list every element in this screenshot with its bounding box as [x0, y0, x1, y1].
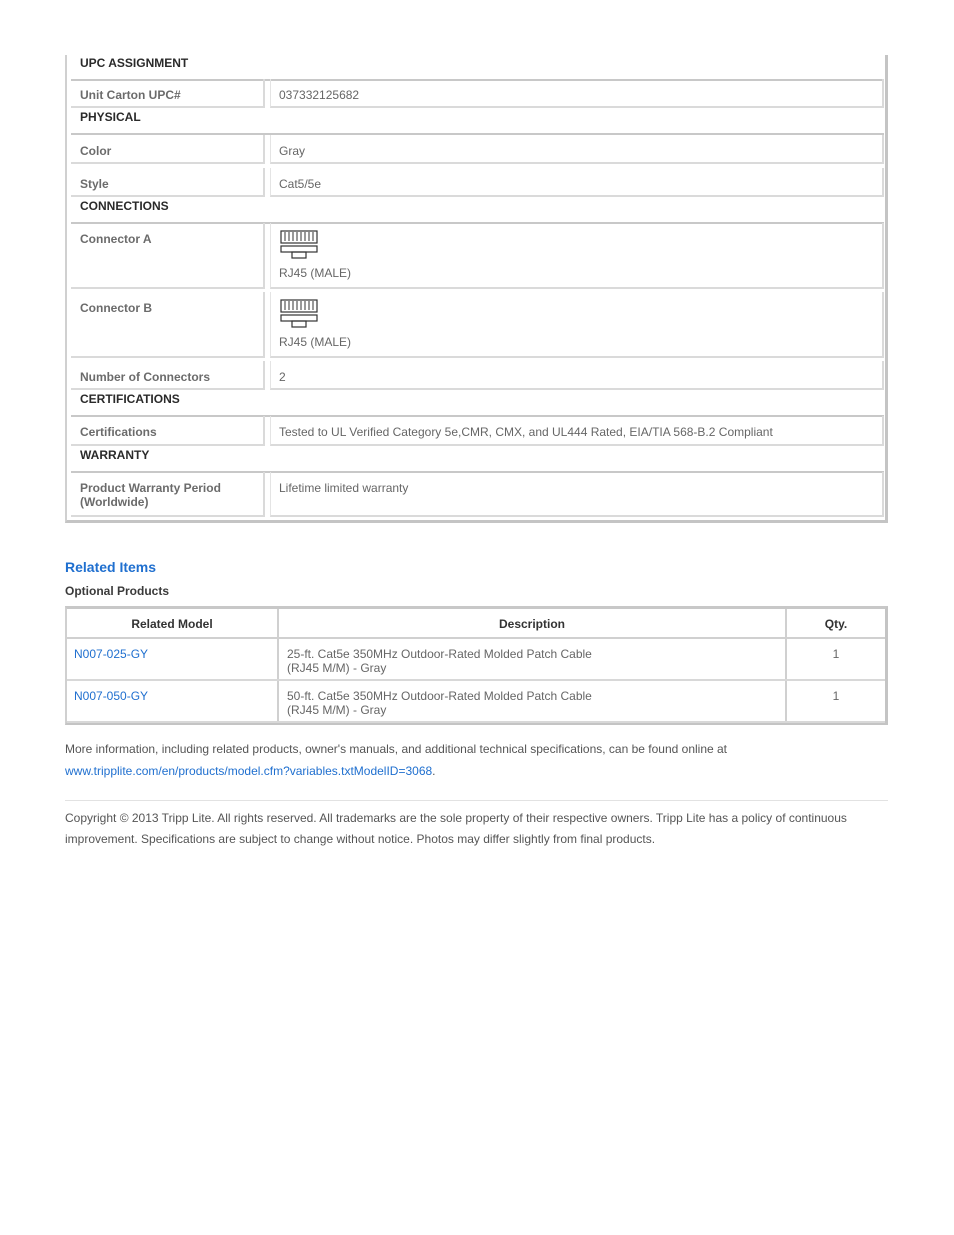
description-line: 50-ft. Cat5e 350MHz Outdoor-Rated Molded Patch Cable — [287, 689, 592, 703]
spec-label: Connector A — [71, 223, 265, 289]
spec-label: Style — [71, 168, 265, 197]
column-header-model: Related Model — [67, 609, 279, 639]
related-items-heading: Related Items — [65, 559, 157, 575]
spec-value: Gray — [270, 135, 884, 164]
rj45-connector-icon — [279, 298, 321, 332]
table-row — [67, 639, 885, 681]
more-info-paragraph — [65, 738, 888, 782]
section-title: CERTIFICATIONS — [80, 392, 180, 406]
related-qty: 1 — [832, 689, 840, 703]
table-header — [67, 609, 885, 639]
rj45-connector-icon — [279, 229, 321, 263]
related-description — [279, 639, 787, 679]
more-info-link-line — [65, 760, 888, 782]
optional-products-heading: Optional Products — [65, 584, 170, 598]
connector-type: RJ45 (MALE) — [279, 335, 352, 349]
section-header-warranty — [71, 447, 884, 473]
spec-value: 2 — [270, 361, 884, 390]
spec-row-connector-b — [71, 292, 884, 358]
column-header-description: Description — [279, 609, 787, 639]
spec-value — [270, 292, 884, 358]
more-info-suffix: . — [432, 764, 436, 778]
spec-label: Unit Carton UPC# — [71, 79, 265, 108]
description-line: (RJ45 M/M) - Gray — [287, 703, 387, 717]
section-header-connections — [71, 198, 884, 224]
description-line: 25-ft. Cat5e 350MHz Outdoor-Rated Molded Patch Cable — [287, 647, 592, 661]
spec-label: Color — [71, 135, 265, 164]
spec-row-warranty — [71, 472, 884, 517]
spec-row-connector-a — [71, 223, 884, 289]
related-qty: 1 — [832, 647, 840, 661]
spec-row-certifications — [71, 416, 884, 446]
related-description — [279, 681, 787, 721]
spec-value: Lifetime limited warranty — [270, 472, 884, 517]
related-model-link[interactable]: N007-050-GY — [67, 681, 279, 721]
description-line: (RJ45 M/M) - Gray — [287, 661, 387, 675]
section-title: WARRANTY — [80, 448, 150, 462]
spec-value — [270, 223, 884, 289]
spec-value: Tested to UL Verified Category 5e,CMR, CMX, and UL444 Rated, EIA/TIA 568-B.2 Compliant — [270, 416, 884, 446]
spec-row-upc — [71, 79, 884, 108]
divider — [65, 800, 888, 801]
spec-row-style — [71, 168, 884, 197]
section-title: UPC ASSIGNMENT — [80, 56, 189, 70]
spec-label: Product Warranty Period (Worldwide) — [71, 472, 265, 517]
section-title: PHYSICAL — [80, 110, 141, 124]
product-page-link[interactable]: www.tripplite.com/en/products/model.cfm?variables.txtModelID=3068 — [65, 764, 433, 778]
section-header-upc — [71, 55, 884, 81]
table-row — [67, 681, 885, 723]
column-header-qty: Qty. — [824, 617, 848, 631]
related-model-link[interactable]: N007-025-GY — [67, 639, 279, 679]
connector-type: RJ45 (MALE) — [279, 266, 352, 280]
related-products-table — [65, 606, 888, 725]
section-title: CONNECTIONS — [80, 199, 169, 213]
spec-row-number-of-connectors — [71, 361, 884, 390]
spec-value: 037332125682 — [270, 79, 884, 108]
spec-label: Connector B — [71, 292, 265, 358]
specifications-table — [65, 55, 888, 523]
more-info-text: More information, including related products, owner's manuals, and additional technical specifications, can be found online at — [65, 742, 728, 756]
section-header-certifications — [71, 391, 884, 417]
spec-value: Cat5/5e — [270, 168, 884, 197]
section-header-physical — [71, 109, 884, 135]
spec-row-color — [71, 135, 884, 164]
spec-label: Number of Connectors — [71, 361, 265, 390]
spec-label: Certifications — [71, 416, 265, 446]
copyright-notice: Copyright © 2013 Tripp Lite. All rights reserved. All trademarks are the sole property of their respective owners. Tripp Lite has a policy of continuous improvement. Specifications are subject to change without notice. Photos may differ slightly from final products. — [65, 811, 847, 846]
